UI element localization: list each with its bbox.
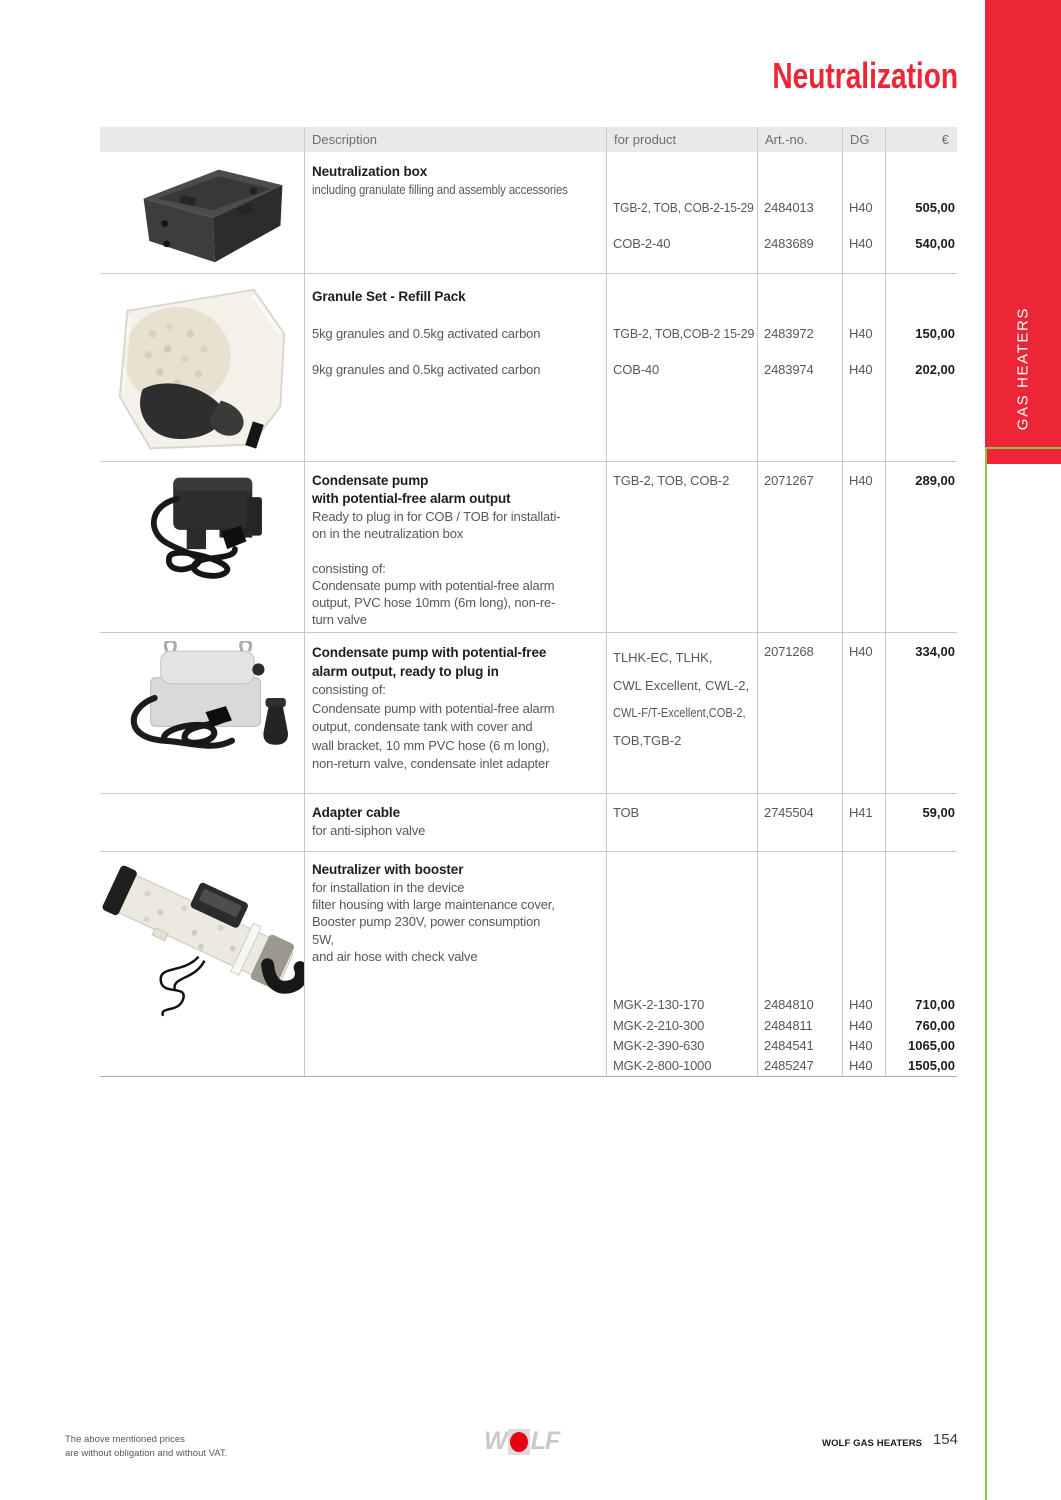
product-description-line: Ready to plug in for COB / TOB for installati-	[312, 509, 561, 524]
green-accent-horizontal-line	[985, 447, 1061, 449]
art-no-value: 2483972	[764, 326, 814, 341]
product-description-line: for installation in the device	[312, 880, 465, 895]
table-row	[100, 851, 957, 1077]
dg-value: H40	[849, 362, 873, 377]
art-no-value: 2484811	[764, 1018, 813, 1033]
dg-value: H40	[849, 644, 873, 659]
for-product-value: MGK-2-800-1000	[613, 1058, 712, 1073]
description-cell	[304, 462, 606, 632]
price-value: 289,00	[915, 473, 955, 488]
image-cell	[100, 852, 304, 1076]
art-no-cell	[757, 794, 842, 851]
dg-cell	[842, 152, 885, 273]
product-description-line: Booster pump 230V, power consumption	[312, 914, 541, 930]
for-product-value: TGB-2, TOB, COB-2-15-29	[613, 200, 754, 215]
art-no-cell	[757, 274, 842, 461]
price-value: 334,00	[915, 644, 955, 659]
price-cell	[885, 633, 957, 793]
price-value: 760,00	[915, 1018, 955, 1033]
product-description-line: Condensate pump with potential-free alarm	[312, 577, 555, 593]
art-no-cell	[757, 852, 842, 1076]
description-cell	[304, 633, 606, 793]
neutralizer-with-booster-photo	[102, 860, 304, 1018]
for-product-cell	[606, 274, 757, 461]
art-no-value: 2484541	[764, 1038, 814, 1053]
product-title: Adapter cable	[312, 805, 400, 820]
section-tab-label: GAS HEATERS	[1014, 306, 1032, 430]
product-description-line: for anti-siphon valve	[312, 823, 426, 838]
price-value: 540,00	[915, 236, 955, 251]
granule-set-photo	[108, 284, 294, 456]
dg-cell	[842, 274, 885, 461]
for-product-value: MGK-2-210-300	[613, 1018, 705, 1033]
image-cell	[100, 274, 304, 461]
neutralization-box-photo	[130, 160, 294, 268]
description-cell	[304, 152, 606, 273]
art-no-cell	[757, 633, 842, 793]
product-title: Condensate pump with potential-free	[312, 645, 547, 660]
for-product-value: COB-2-40	[613, 236, 671, 251]
for-product-value: TGB-2, TOB,COB-2 15-29	[613, 326, 755, 341]
price-value: 202,00	[915, 362, 955, 377]
image-cell	[100, 633, 304, 793]
disclaimer-line: are without obligation and without VAT.	[65, 1447, 228, 1459]
price-cell	[885, 462, 957, 632]
header-description: Description	[304, 127, 606, 152]
price-value: 505,00	[915, 200, 955, 215]
product-description-line	[312, 542, 602, 559]
product-title: Condensate pump	[312, 473, 429, 488]
header-image-column	[100, 127, 304, 152]
price-cell	[885, 852, 957, 1076]
product-description-line: on in the neutralization box	[312, 526, 464, 542]
condensate-pump-plug-in-photo	[120, 641, 288, 761]
product-description-line: output, PVC hose 10mm (6m long), non-re-	[312, 595, 556, 610]
product-description-line: Condensate pump with potential-free alarm	[312, 700, 555, 716]
for-product-value: CWL-F/T-Excellent,COB-2,	[613, 705, 746, 720]
product-title: with potential-free alarm output	[312, 491, 511, 506]
price-value: 1065,00	[908, 1038, 955, 1053]
logo-red-dot-icon	[510, 1432, 528, 1452]
dg-cell	[842, 852, 885, 1076]
table-row	[100, 152, 957, 273]
wolf-logo	[484, 1427, 559, 1456]
header-dg: DG	[842, 127, 885, 152]
product-description-line: 9kg granules and 0.5kg activated carbon	[312, 362, 541, 377]
for-product-value: MGK-2-130-170	[613, 997, 705, 1012]
art-no-value: 2071268	[764, 644, 814, 659]
description-cell	[304, 274, 606, 461]
product-description-line: non-return valve, condensate inlet adapter	[312, 756, 550, 772]
condensate-pump-photo	[138, 472, 274, 580]
for-product-value: TLHK-EC, TLHK,	[613, 650, 713, 665]
for-product-value: TGB-2, TOB, COB-2	[613, 473, 730, 488]
dg-value: H40	[849, 1018, 873, 1033]
product-title: Neutralizer with booster	[312, 862, 464, 877]
table-row	[100, 273, 957, 461]
price-value: 150,00	[915, 326, 955, 341]
header-art-no: Art.-no.	[757, 127, 842, 152]
dg-value: H40	[849, 236, 873, 251]
dg-value: H40	[849, 997, 873, 1012]
product-title: alarm output, ready to plug in	[312, 664, 499, 679]
price-value: 710,00	[915, 997, 955, 1012]
dg-value: H40	[849, 326, 873, 341]
product-description-line: output, condensate tank with cover and	[312, 719, 533, 735]
image-cell	[100, 462, 304, 632]
table-row	[100, 793, 957, 851]
logo-letters-lf: LF	[530, 1427, 560, 1455]
description-cell	[304, 794, 606, 851]
table-header-row	[100, 127, 957, 152]
for-product-cell	[606, 633, 757, 793]
for-product-value: TOB,TGB-2	[613, 732, 682, 748]
product-title: Neutralization box	[312, 164, 428, 179]
price-value: 59,00	[922, 805, 955, 820]
page-number: 154	[932, 1431, 958, 1448]
for-product-cell	[606, 852, 757, 1076]
product-description-line: and air hose with check valve	[312, 948, 478, 964]
art-no-value: 2484013	[764, 200, 814, 215]
footer-section-label: WOLF GAS HEATERS	[822, 1438, 923, 1449]
for-product-cell	[606, 152, 757, 273]
price-table	[100, 127, 957, 1077]
dg-value: H40	[849, 473, 873, 488]
for-product-cell	[606, 794, 757, 851]
price-cell	[885, 794, 957, 851]
for-product-cell	[606, 462, 757, 632]
dg-cell	[842, 633, 885, 793]
table-row	[100, 461, 957, 632]
for-product-value: TOB	[613, 805, 640, 820]
dg-value: H40	[849, 200, 873, 215]
art-no-value: 2484810	[764, 997, 814, 1012]
disclaimer-line: The above mentioned prices	[65, 1434, 185, 1445]
product-description-line: turn valve	[312, 612, 367, 628]
art-no-cell	[757, 462, 842, 632]
product-title: Granule Set - Refill Pack	[312, 289, 466, 304]
art-no-value: 2483689	[764, 236, 814, 251]
logo-letter-w: W	[484, 1427, 507, 1455]
page-title: Neutralization	[772, 55, 958, 96]
for-product-value: COB-40	[613, 362, 660, 377]
header-for-product: for product	[606, 127, 757, 152]
product-description-line: including granulate filling and assembly accessories	[312, 182, 568, 197]
dg-value: H41	[849, 805, 873, 820]
price-disclaimer	[65, 1433, 227, 1460]
product-description-line: consisting of:	[312, 560, 386, 576]
logo-o-mark	[508, 1429, 530, 1455]
product-description-line: filter housing with large maintenance cover,	[312, 897, 555, 913]
art-no-value: 2071267	[764, 473, 814, 488]
price-cell	[885, 152, 957, 273]
product-description-line: wall bracket, 10 mm PVC hose (6 m long),	[312, 737, 550, 753]
image-cell	[100, 794, 304, 851]
product-description-line: consisting of:	[312, 682, 386, 697]
product-description-line: 5kg granules and 0.5kg activated carbon	[312, 326, 541, 341]
description-cell	[304, 852, 606, 1076]
price-value: 1505,00	[908, 1058, 955, 1073]
dg-value: H40	[849, 1058, 873, 1073]
green-accent-vertical-line	[985, 447, 987, 1500]
table-row	[100, 632, 957, 793]
header-currency: €	[885, 127, 957, 152]
dg-cell	[842, 462, 885, 632]
dg-cell	[842, 794, 885, 851]
section-tab	[985, 0, 1061, 464]
art-no-value: 2745504	[764, 805, 814, 820]
for-product-value: CWL Excellent, CWL-2,	[613, 677, 750, 693]
art-no-cell	[757, 152, 842, 273]
art-no-value: 2485247	[764, 1058, 814, 1073]
dg-value: H40	[849, 1038, 873, 1053]
product-description-line: 5W,	[312, 931, 334, 947]
price-cell	[885, 274, 957, 461]
image-cell	[100, 152, 304, 273]
art-no-value: 2483974	[764, 362, 814, 377]
for-product-value: MGK-2-390-630	[613, 1038, 705, 1053]
